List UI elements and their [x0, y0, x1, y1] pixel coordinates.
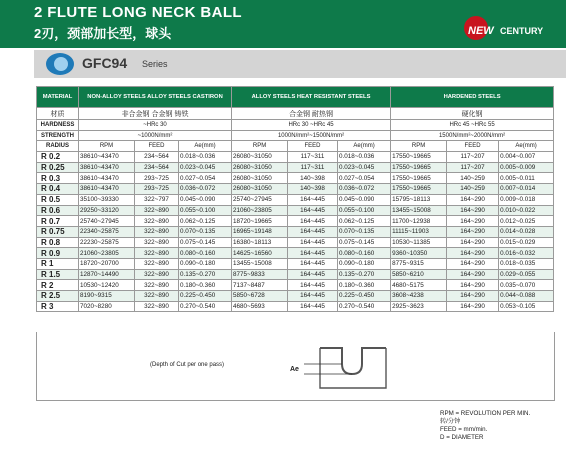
table-row — [37, 162, 554, 173]
strength-value: 1000N/mm²~1500N/mm² — [232, 130, 391, 141]
value-cell: 0.270~0.540 — [338, 301, 391, 312]
strength-row — [37, 130, 554, 141]
value-cell: 17550~19665 — [391, 152, 447, 163]
value-cell: 164~445 — [288, 248, 338, 259]
value-cell: 164~445 — [288, 280, 338, 291]
table-row — [37, 194, 554, 205]
series-label: Series — [142, 59, 168, 69]
value-cell: 164~290 — [447, 248, 499, 259]
subheader-row — [37, 141, 554, 152]
value-cell: 0.004~0.007 — [499, 152, 554, 163]
table-row — [37, 152, 554, 163]
table-row — [37, 269, 554, 280]
radius-cell: R 2 — [37, 280, 79, 291]
value-cell: 164~290 — [447, 269, 499, 280]
value-cell: 164~290 — [447, 291, 499, 302]
value-cell: 322~890 — [135, 258, 179, 269]
value-cell: 140~398 — [288, 184, 338, 195]
value-cell: 26080~31050 — [232, 173, 288, 184]
cutting-conditions-table — [36, 86, 554, 312]
value-cell: 0.018~0.036 — [338, 152, 391, 163]
legend-d: D = DIAMETER — [440, 434, 484, 441]
value-cell: 164~290 — [447, 194, 499, 205]
cn-label: 材质 — [37, 108, 79, 120]
radius-cell: R 1.5 — [37, 269, 79, 280]
value-cell: 0.007~0.014 — [499, 184, 554, 195]
value-cell: 26080~31050 — [232, 184, 288, 195]
value-cell: 8190~9315 — [79, 291, 135, 302]
series-badge-icon — [46, 53, 74, 75]
value-cell: 11115~11903 — [391, 226, 447, 237]
legend-feed: FEED = mm/min. — [440, 426, 488, 433]
strength-value: 1500N/mm²~2000N/mm² — [391, 130, 554, 141]
legend-rpm-cn: 转/分钟 — [440, 418, 461, 425]
depth-note-text: (Depth of Cut per one pass) — [150, 362, 225, 368]
value-cell: 5850~6210 — [391, 269, 447, 280]
value-cell: 2925~3623 — [391, 301, 447, 312]
col-header-feed: FEED — [447, 141, 499, 152]
value-cell: 0.027~0.054 — [179, 173, 232, 184]
value-cell: 0.044~0.088 — [499, 291, 554, 302]
material-header-row — [37, 87, 554, 108]
group-header: ALLOY STEELS HEAT RESISTANT STEELS — [232, 87, 391, 108]
value-cell: 0.135~0.270 — [338, 269, 391, 280]
col-header-rpm: RPM — [232, 141, 288, 152]
cn-group: 硬化钢 — [391, 108, 554, 120]
value-cell: 140~259 — [447, 173, 499, 184]
value-cell: 0.018~0.035 — [499, 258, 554, 269]
value-cell: 322~890 — [135, 280, 179, 291]
value-cell: 164~445 — [288, 258, 338, 269]
value-cell: 0.225~0.450 — [338, 291, 391, 302]
value-cell: 0.075~0.145 — [338, 237, 391, 248]
value-cell: 16965~19148 — [232, 226, 288, 237]
value-cell: 164~445 — [288, 226, 338, 237]
value-cell: 0.005~0.009 — [499, 162, 554, 173]
value-cell: 164~290 — [447, 258, 499, 269]
value-cell: 17550~19665 — [391, 162, 447, 173]
value-cell: 0.055~0.100 — [179, 205, 232, 216]
hardness-value: ~HRc 30 — [79, 120, 232, 131]
value-cell: 0.012~0.025 — [499, 216, 554, 227]
value-cell: 140~398 — [288, 173, 338, 184]
value-cell: 164~445 — [288, 301, 338, 312]
value-cell: 21060~23805 — [79, 248, 135, 259]
value-cell: 0.080~0.160 — [179, 248, 232, 259]
value-cell: 322~797 — [135, 194, 179, 205]
material-label: MATERIAL — [37, 87, 79, 108]
table-row — [37, 226, 554, 237]
value-cell: 18720~19665 — [232, 216, 288, 227]
value-cell: 13455~15008 — [391, 205, 447, 216]
value-cell: 0.055~0.100 — [338, 205, 391, 216]
hardness-label: HARDNESS — [37, 120, 79, 131]
group-header: HARDENED STEELS — [391, 87, 554, 108]
value-cell: 12870~14490 — [79, 269, 135, 280]
value-cell: 10530~11385 — [391, 237, 447, 248]
radius-cell: R 0.4 — [37, 184, 79, 195]
value-cell: 322~890 — [135, 269, 179, 280]
radius-cell: R 0.75 — [37, 226, 79, 237]
table-row — [37, 216, 554, 227]
value-cell: 0.053~0.105 — [499, 301, 554, 312]
value-cell: 0.023~0.045 — [338, 162, 391, 173]
value-cell: 22230~25875 — [79, 237, 135, 248]
ae-label: Ae — [290, 366, 299, 373]
value-cell: 35100~39330 — [79, 194, 135, 205]
value-cell: 25740~27945 — [232, 194, 288, 205]
radius-cell: R 1 — [37, 258, 79, 269]
radius-cell: R 0.8 — [37, 237, 79, 248]
value-cell: 25740~27945 — [79, 216, 135, 227]
radius-cell: R 0.9 — [37, 248, 79, 259]
value-cell: 140~259 — [447, 184, 499, 195]
radius-cell: R 3 — [37, 301, 79, 312]
radius-label: RADIUS — [37, 141, 79, 152]
radius-cell: R 0.5 — [37, 194, 79, 205]
col-header-rpm: RPM — [79, 141, 135, 152]
table-row — [37, 205, 554, 216]
radius-cell: R 0.2 — [37, 152, 79, 163]
strength-label: STRENGTH — [37, 130, 79, 141]
material-cn-row — [37, 108, 554, 120]
value-cell: 0.029~0.055 — [499, 269, 554, 280]
value-cell: 17550~19665 — [391, 173, 447, 184]
value-cell: 38610~43470 — [79, 152, 135, 163]
cn-group: 非合金钢 合金钢 铸铁 — [79, 108, 232, 120]
value-cell: 9360~10350 — [391, 248, 447, 259]
table-row — [37, 301, 554, 312]
value-cell: 322~890 — [135, 216, 179, 227]
value-cell: 164~445 — [288, 216, 338, 227]
table-row — [37, 237, 554, 248]
value-cell: 21060~23805 — [232, 205, 288, 216]
value-cell: 26080~31050 — [232, 152, 288, 163]
value-cell: 14625~16560 — [232, 248, 288, 259]
value-cell: 0.090~0.180 — [179, 258, 232, 269]
value-cell: 16380~18113 — [232, 237, 288, 248]
value-cell: 164~290 — [447, 216, 499, 227]
col-header-ae: Ae(mm) — [338, 141, 391, 152]
value-cell: 4680~5175 — [391, 280, 447, 291]
value-cell: 0.023~0.045 — [179, 162, 232, 173]
radius-cell: R 0.7 — [37, 216, 79, 227]
table-row — [37, 258, 554, 269]
value-cell: 234~564 — [135, 152, 179, 163]
value-cell: 322~890 — [135, 291, 179, 302]
value-cell: 0.014~0.028 — [499, 226, 554, 237]
value-cell: 0.270~0.540 — [179, 301, 232, 312]
col-header-ae: Ae(mm) — [179, 141, 232, 152]
value-cell: 0.070~0.135 — [179, 226, 232, 237]
value-cell: 8775~9315 — [391, 258, 447, 269]
value-cell: 7020~8280 — [79, 301, 135, 312]
value-cell: 322~890 — [135, 226, 179, 237]
radius-cell: R 2.5 — [37, 291, 79, 302]
value-cell: 0.036~0.072 — [179, 184, 232, 195]
value-cell: 0.062~0.125 — [338, 216, 391, 227]
value-cell: 15795~18113 — [391, 194, 447, 205]
value-cell: 29250~33120 — [79, 205, 135, 216]
page-title: 2 FLUTE LONG NECK BALL — [34, 4, 242, 21]
value-cell: 322~890 — [135, 205, 179, 216]
value-cell: 0.018~0.036 — [179, 152, 232, 163]
group-header: NON-ALLOY STEELS ALLOY STEELS CASTIRON — [79, 87, 232, 108]
value-cell: 164~445 — [288, 237, 338, 248]
value-cell: 0.075~0.145 — [179, 237, 232, 248]
value-cell: 8775~9833 — [232, 269, 288, 280]
radius-cell: R 0.25 — [37, 162, 79, 173]
value-cell: 13455~15008 — [232, 258, 288, 269]
hardness-value: HRc 30 ~HRc 45 — [232, 120, 391, 131]
value-cell: 17550~19665 — [391, 184, 447, 195]
value-cell: 0.070~0.135 — [338, 226, 391, 237]
legend-rpm: RPM = REVOLUTION PER MIN. — [440, 410, 531, 417]
table-row — [37, 280, 554, 291]
hardness-value: HRc 45 ~HRc 55 — [391, 120, 554, 131]
value-cell: 322~890 — [135, 248, 179, 259]
logo-new-text: NEW — [468, 25, 494, 37]
value-cell: 117~207 — [447, 152, 499, 163]
col-header-ae: Ae(mm) — [499, 141, 554, 152]
value-cell: 164~290 — [447, 301, 499, 312]
value-cell: 4680~5693 — [232, 301, 288, 312]
value-cell: 164~445 — [288, 205, 338, 216]
value-cell: 117~207 — [447, 162, 499, 173]
value-cell: 0.010~0.022 — [499, 205, 554, 216]
series-bar — [34, 50, 566, 78]
value-cell: 7137~8487 — [232, 280, 288, 291]
value-cell: 234~564 — [135, 162, 179, 173]
value-cell: 5850~6728 — [232, 291, 288, 302]
value-cell: 0.005~0.011 — [499, 173, 554, 184]
value-cell: 0.036~0.072 — [338, 184, 391, 195]
data-rows — [37, 152, 554, 312]
value-cell: 0.015~0.029 — [499, 237, 554, 248]
value-cell: 0.062~0.125 — [179, 216, 232, 227]
value-cell: 0.035~0.070 — [499, 280, 554, 291]
ae-depth-diagram — [290, 340, 390, 390]
value-cell: 26080~31050 — [232, 162, 288, 173]
value-cell: 38610~43470 — [79, 173, 135, 184]
col-header-rpm: RPM — [391, 141, 447, 152]
value-cell: 0.009~0.018 — [499, 194, 554, 205]
hardness-row — [37, 120, 554, 131]
page-subtitle: 2刃，颈部加长型，球头 — [34, 26, 172, 41]
value-cell: 164~445 — [288, 291, 338, 302]
value-cell: 0.135~0.270 — [179, 269, 232, 280]
value-cell: 0.225~0.450 — [179, 291, 232, 302]
table-row — [37, 173, 554, 184]
radius-cell: R 0.6 — [37, 205, 79, 216]
legend — [440, 410, 530, 442]
brand-logo — [464, 20, 556, 42]
value-cell: 0.080~0.160 — [338, 248, 391, 259]
value-cell: 0.027~0.054 — [338, 173, 391, 184]
radius-cell: R 0.3 — [37, 173, 79, 184]
value-cell: 0.016~0.032 — [499, 248, 554, 259]
value-cell: 164~445 — [288, 194, 338, 205]
value-cell: 117~311 — [288, 162, 338, 173]
value-cell: 0.045~0.090 — [338, 194, 391, 205]
value-cell: 3608~4238 — [391, 291, 447, 302]
table-row — [37, 291, 554, 302]
value-cell: 22340~25875 — [79, 226, 135, 237]
value-cell: 0.045~0.090 — [179, 194, 232, 205]
value-cell: 11700~12938 — [391, 216, 447, 227]
value-cell: 293~725 — [135, 173, 179, 184]
series-name: GFC94 — [82, 55, 128, 71]
value-cell: 117~311 — [288, 152, 338, 163]
value-cell: 38610~43470 — [79, 184, 135, 195]
value-cell: 0.180~0.360 — [179, 280, 232, 291]
value-cell: 164~290 — [447, 237, 499, 248]
value-cell: 164~290 — [447, 226, 499, 237]
table-row — [37, 184, 554, 195]
value-cell: 293~725 — [135, 184, 179, 195]
table-row — [37, 248, 554, 259]
col-header-feed: FEED — [135, 141, 179, 152]
strength-value: ~1000N/mm² — [79, 130, 232, 141]
value-cell: 164~445 — [288, 269, 338, 280]
header-banner — [0, 0, 566, 48]
value-cell: 38610~43470 — [79, 162, 135, 173]
logo-century-text: CENTURY — [500, 26, 544, 36]
value-cell: 164~290 — [447, 205, 499, 216]
value-cell: 0.180~0.360 — [338, 280, 391, 291]
value-cell: 322~890 — [135, 301, 179, 312]
value-cell: 164~290 — [447, 280, 499, 291]
cn-group: 合金钢 耐热钢 — [232, 108, 391, 120]
value-cell: 10530~12420 — [79, 280, 135, 291]
value-cell: 18720~20700 — [79, 258, 135, 269]
value-cell: 322~890 — [135, 237, 179, 248]
col-header-feed: FEED — [288, 141, 338, 152]
value-cell: 0.090~0.180 — [338, 258, 391, 269]
